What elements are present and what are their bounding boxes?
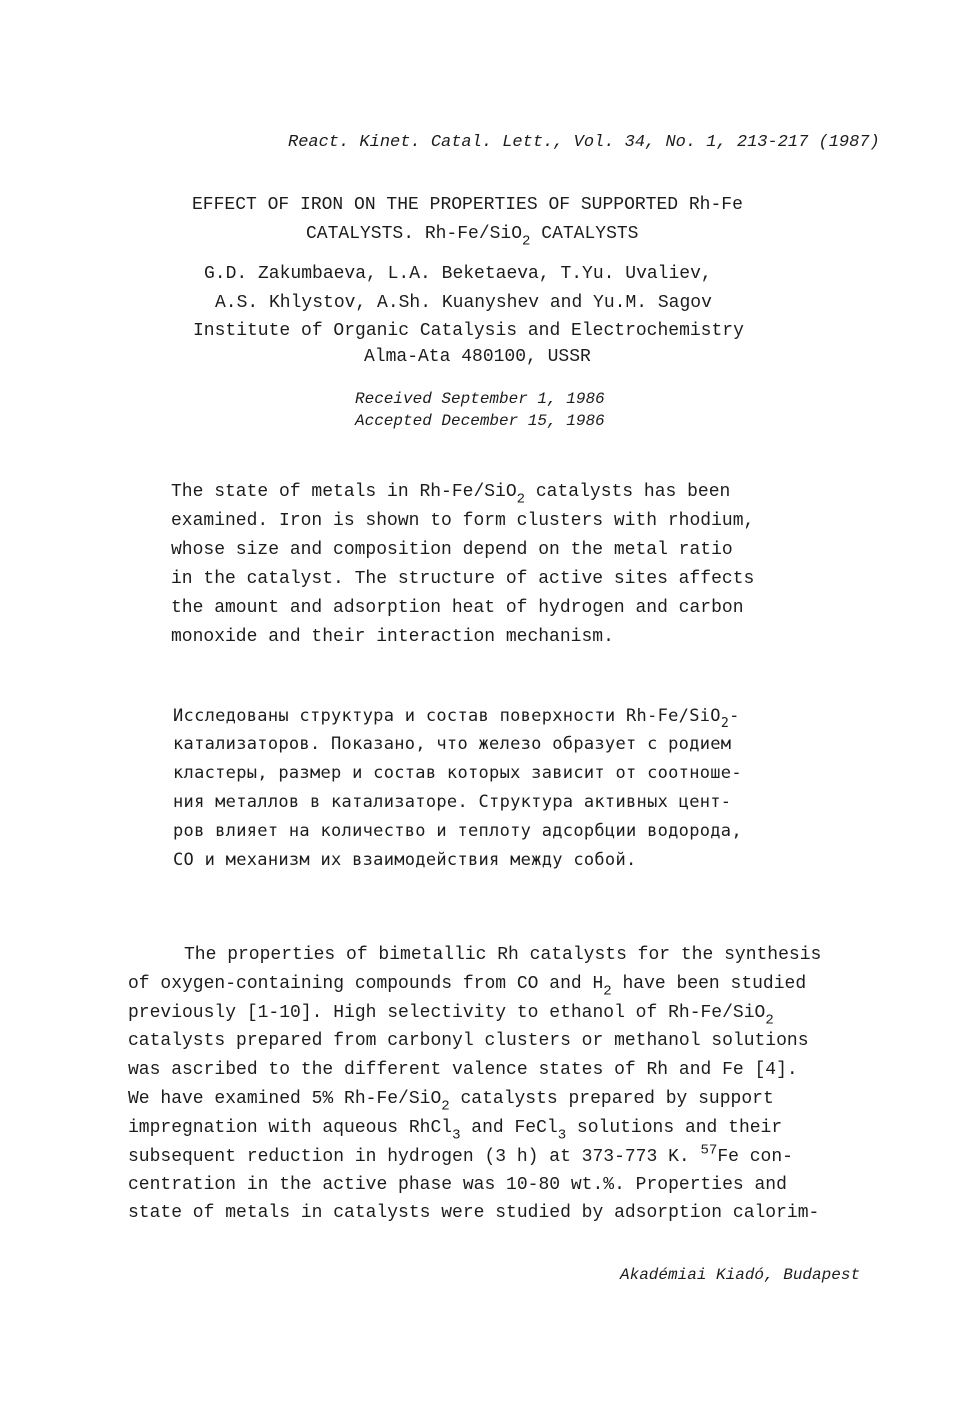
body-line: The properties of bimetallic Rh catalysts for the synthesis [184, 945, 822, 965]
journal-citation: React. Kinet. Catal. Lett., Vol. 34, No. 1, 213-217 (1987) [288, 133, 880, 152]
received-date: Received September 1, 1986 [355, 390, 605, 408]
affiliation-line-1: Institute of Organic Catalysis and Electrochemistry [193, 321, 744, 341]
body-line: of oxygen-containing compounds from CO and $H_2$ have been studied [128, 974, 807, 1000]
body-line: subsequent reduction in hydrogen (3 h) at 373-773 K. $^{57}$Fe con- [128, 1142, 793, 1167]
abstract-en-line: in the catalyst. The structure of active sites affects [171, 569, 755, 589]
abstract-ru-line: катализаторов. Показано, что железо образует с родием [173, 734, 732, 754]
body-line: state of metals in catalysts were studied by adsorption calorim- [128, 1203, 820, 1223]
publisher-footer: Akadémiai Kiadó, Budapest [620, 1266, 861, 1284]
body-line: catalysts prepared from carbonyl clusters or methanol solutions [128, 1031, 809, 1051]
abstract-ru-line: ния металлов в катализаторе. Структура активных цент- [173, 792, 732, 812]
body-line: previously [1-10]. High selectivity to ethanol of Rh-Fe/SiO$_2$ [128, 1003, 774, 1029]
abstract-en-line: whose size and composition depend on the metal ratio [171, 540, 733, 560]
abstract-ru-line: Исследованы структура и состав поверхности Rh-Fe/SiO$_2$- [173, 706, 740, 731]
body-line: centration in the active phase was 10-80 wt.%. Properties and [128, 1175, 787, 1195]
abstract-en-line: examined. Iron is shown to form clusters with rhodium, [171, 511, 755, 531]
body-line: We have examined 5% Rh-Fe/SiO$_2$ catalysts prepared by support [128, 1089, 774, 1115]
abstract-ru-line: ров влияет на количество и теплоту адсорбции водорода, [173, 821, 742, 841]
abstract-en-line: the amount and adsorption heat of hydrogen and carbon [171, 598, 744, 618]
title-line-2: CATALYSTS. Rh-Fe/SiO$_2$ CATALYSTS [306, 224, 639, 250]
authors-line-2: A.S. Khlystov, A.Sh. Kuanyshev and Yu.M. Sagov [215, 293, 712, 313]
abstract-ru-line: кластеры, размер и состав которых зависит от соотноше- [173, 763, 742, 783]
body-line: impregnation with aqueous RhCl$_3$ and FeCl$_3$ solutions and their [128, 1118, 783, 1144]
title-line-1: EFFECT OF IRON ON THE PROPERTIES OF SUPPORTED Rh-Fe [192, 195, 743, 215]
abstract-ru-line: СО и механизм их взаимодействия между собой. [173, 850, 637, 870]
abstract-en-line: monoxide and their interaction mechanism. [171, 627, 614, 647]
accepted-date: Accepted December 15, 1986 [355, 412, 605, 430]
authors-line-1: G.D. Zakumbaeva, L.A. Beketaeva, T.Yu. Uvaliev, [204, 264, 712, 284]
affiliation-line-2: Alma-Ata 480100, USSR [364, 347, 591, 367]
abstract-en-line: The state of metals in Rh-Fe/SiO$_2$ catalysts has been [171, 482, 731, 508]
body-line: was ascribed to the different valence states of Rh and Fe [4]. [128, 1060, 798, 1080]
